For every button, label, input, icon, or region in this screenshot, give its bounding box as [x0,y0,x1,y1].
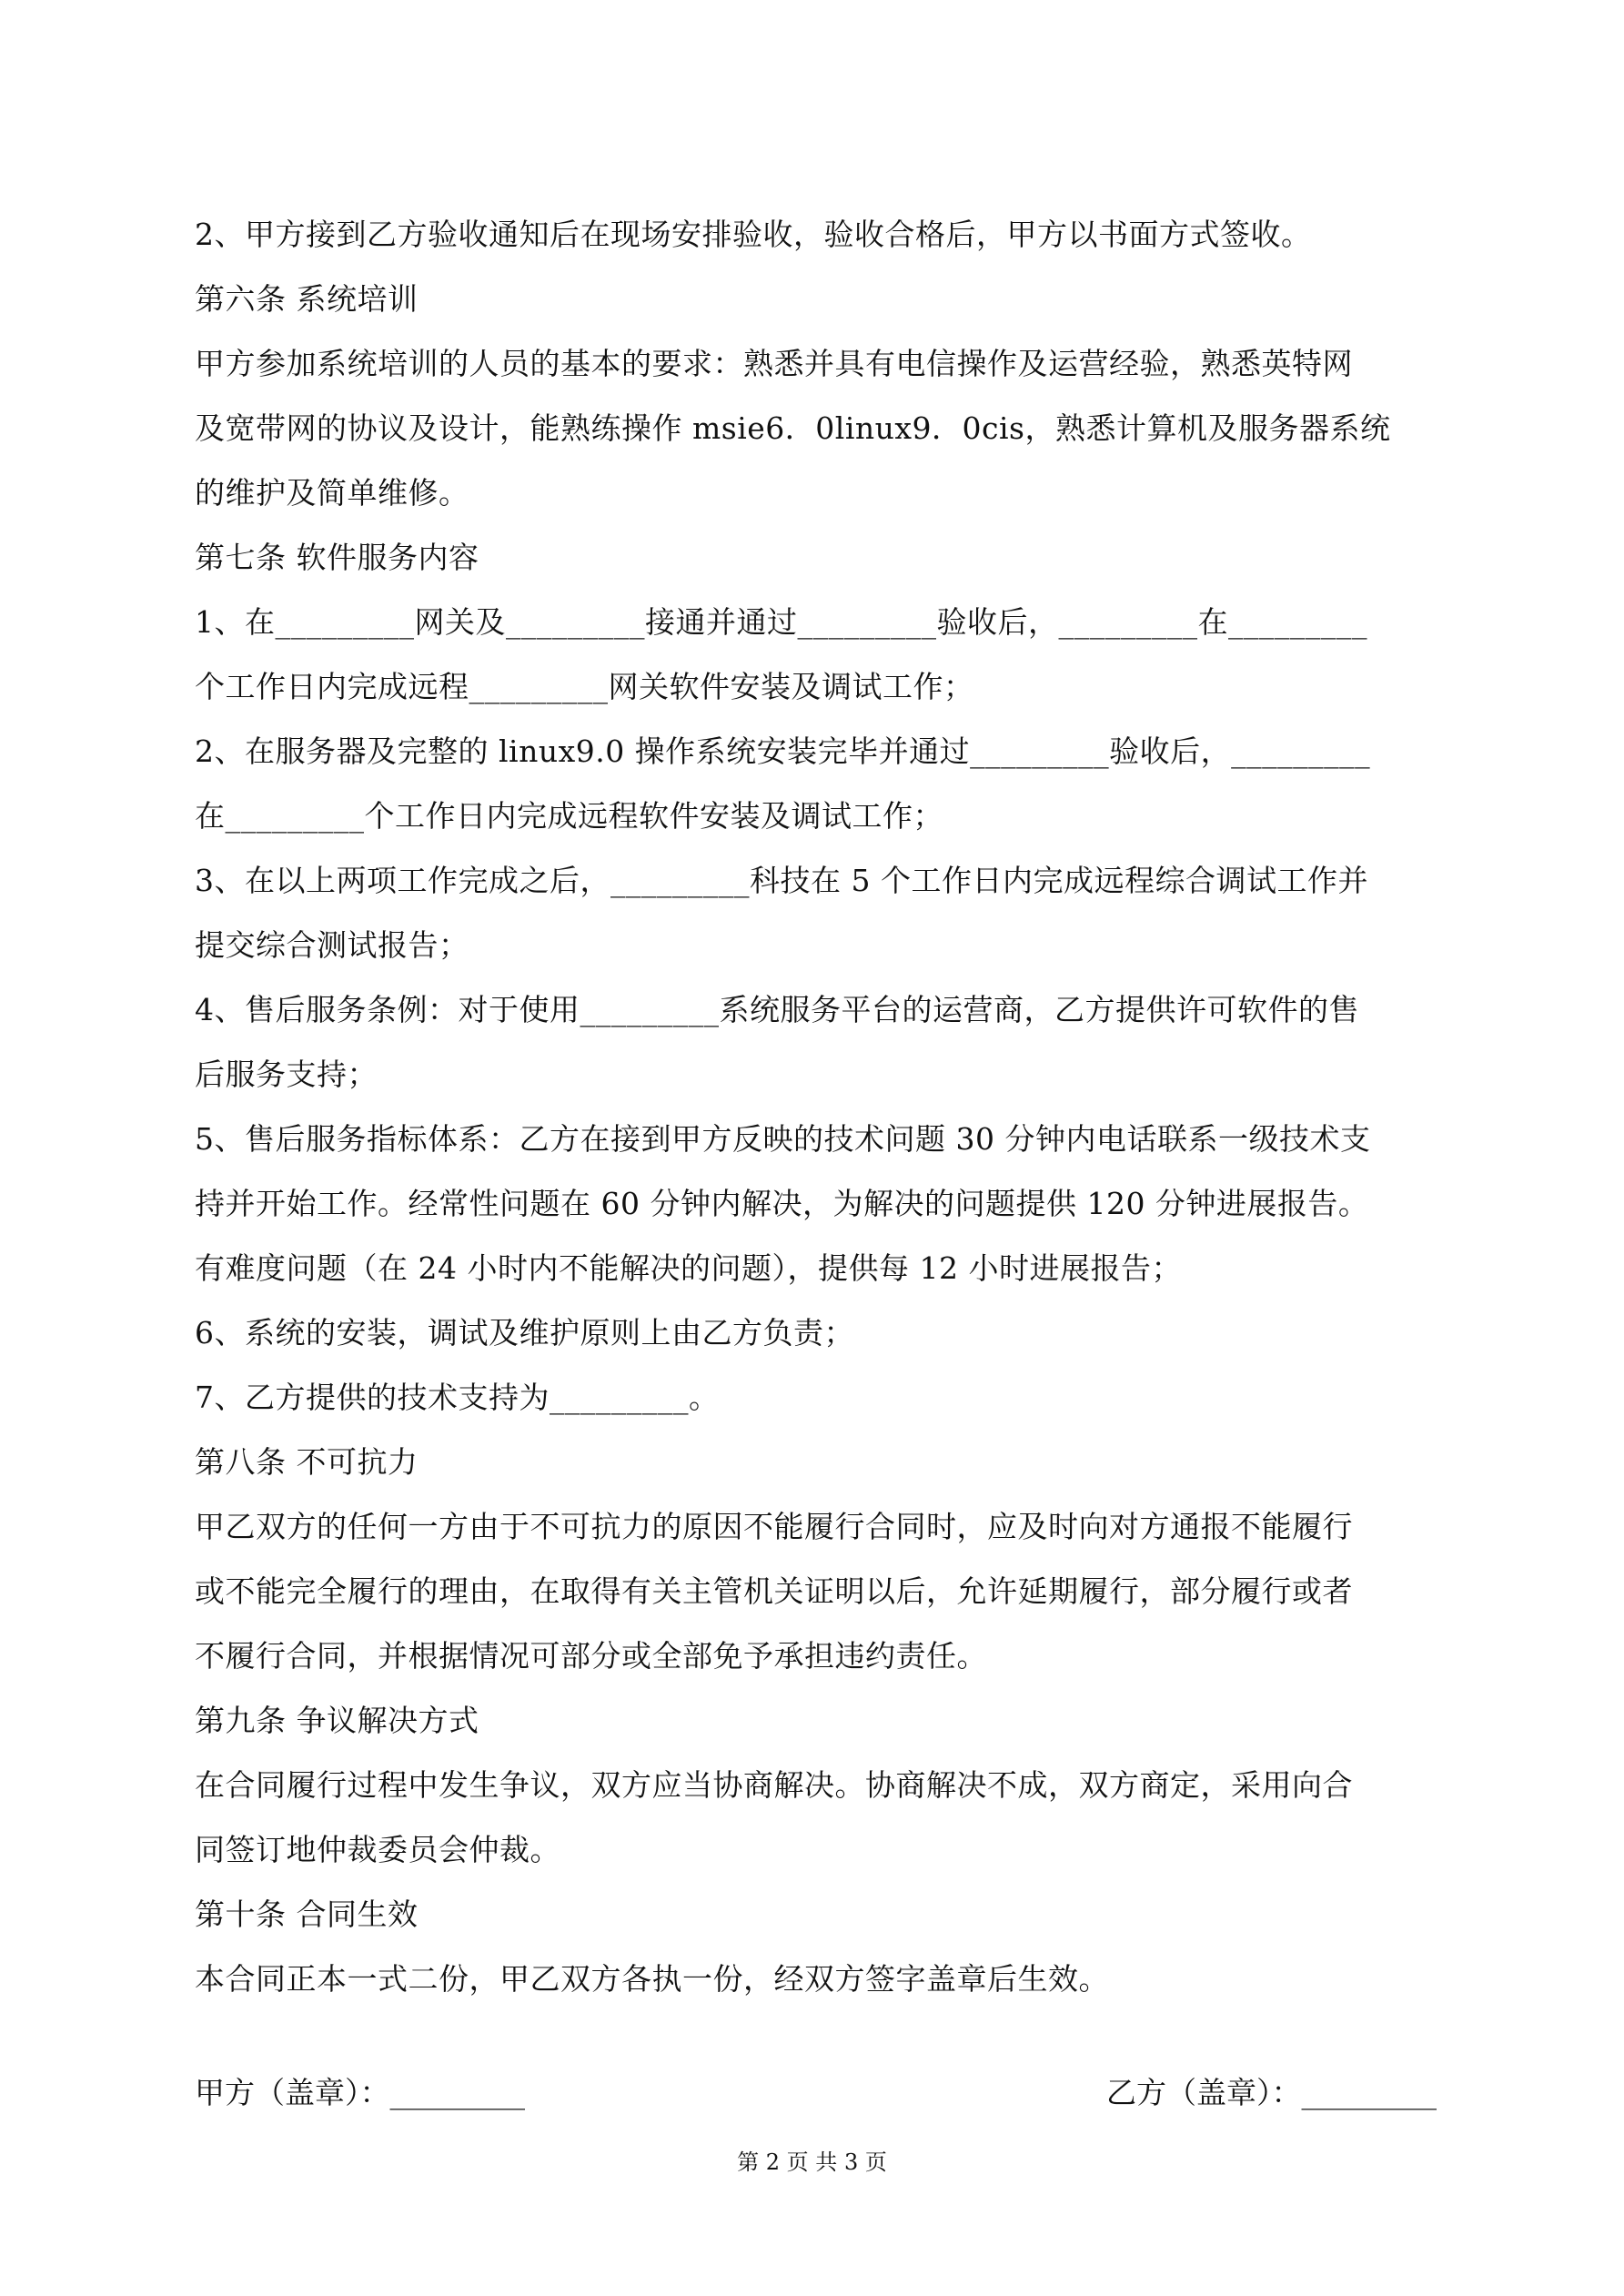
clause-line: 及宽带网的协议及设计，能熟练操作 msie6．0linux9．0cis，熟悉计算机及服务器系统 [195,410,1391,446]
clause-line: 4、售后服务条例：对于使用_________系统服务平台的运营商，乙方提供许可软件的售 [195,992,1359,1027]
clause-line: 5、售后服务指标体系：乙方在接到甲方反映的技术问题 30 分钟内电话联系一级技术支 [195,1121,1371,1157]
clause-line: 3、在以上两项工作完成之后，_________科技在 5 个工作日内完成远程综合调试工作并 [195,863,1368,898]
clause-line: 有难度问题（在 24 小时内不能解决的问题），提供每 12 小时进展报告； [195,1250,1182,1286]
clause-line: 在合同履行过程中发生争议，双方应当协商解决。协商解决不成，双方商定，采用向合 [195,1767,1353,1803]
page-footer: 第 2 页 共 3 页 [737,2149,887,2175]
clause-line: 甲方参加系统培训的人员的基本的要求：熟悉并具有电信操作及运营经验，熟悉英特网 [195,346,1353,381]
clause-line: 或不能完全履行的理由，在取得有关主管机关证明以后，允许延期履行，部分履行或者 [195,1573,1353,1609]
section-heading: 第八条 不可抗力 [195,1444,419,1480]
clause-line: 不履行合同，并根据情况可部分或全部免予承担违约责任。 [195,1638,987,1674]
clause-line: 6、系统的安装，调试及维护原则上由乙方负责； [195,1315,854,1350]
clause-line: 本合同正本一式二份，甲乙双方各执一份，经双方签字盖章后生效。 [195,1961,1109,1997]
clause-line: 持并开始工作。经常性问题在 60 分钟内解决，为解决的问题提供 120 分钟进展报告。 [195,1186,1369,1221]
clause-line: 在_________个工作日内完成远程软件安装及调试工作； [195,798,943,834]
clause-line: 后服务支持； [195,1057,378,1092]
section-heading: 第十条 合同生效 [195,1896,419,1932]
clause-line: 同签订地仲裁委员会仲裁。 [195,1832,560,1867]
section-heading: 第七条 软件服务内容 [195,540,479,575]
clause-line: 甲乙双方的任何一方由于不可抗力的原因不能履行合同时，应及时向对方通报不能履行 [195,1509,1353,1544]
clause-line: 个工作日内完成远程_________网关软件安装及调试工作； [195,669,974,704]
clause-line: 的维护及简单维修。 [195,475,469,511]
party-b-seal: 乙方（盖章）：_________ [1106,2075,1437,2110]
section-heading: 第六条 系统培训 [195,281,419,317]
clause-line: 1、在_________网关及_________接通并通过_________验收后，_________在_________ [195,604,1367,640]
clause-line: 2、甲方接到乙方验收通知后在现场安排验收，验收合格后，甲方以书面方式签收。 [195,217,1312,252]
party-a-seal: 甲方（盖章）：_________ [195,2075,525,2110]
section-heading: 第九条 争议解决方式 [195,1703,479,1738]
clause-line: 提交综合测试报告； [195,927,469,963]
clause-line: 7、乙方提供的技术支持为_________。 [195,1380,720,1415]
clause-line: 2、在服务器及完整的 linux9.0 操作系统安装完毕并通过_________验收后，_________ [195,733,1371,769]
signature-row [195,2066,1437,2120]
contract-body [195,202,1437,2011]
